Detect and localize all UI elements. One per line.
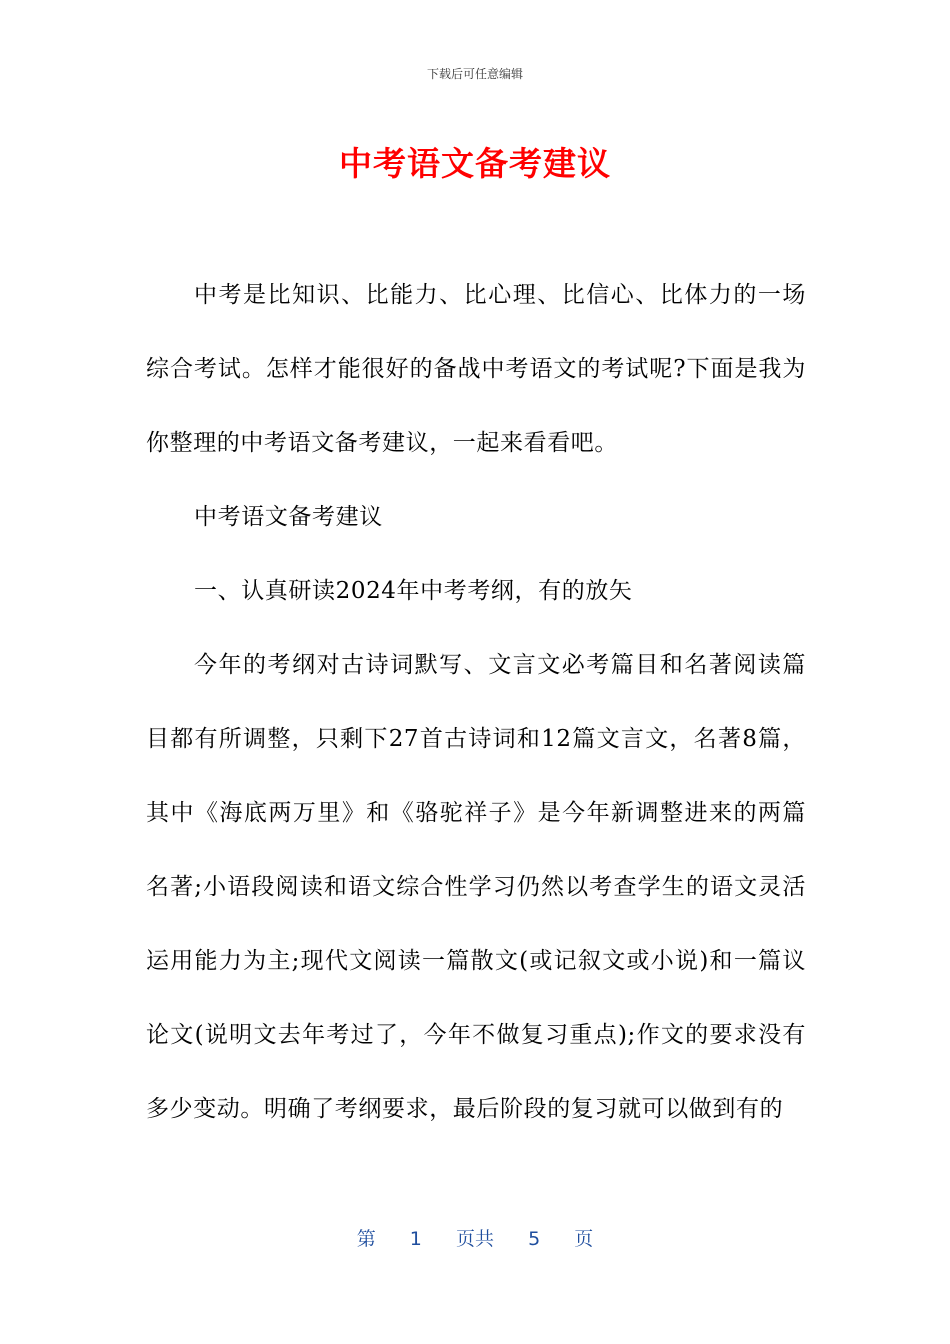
intro-paragraph: 中考是比知识、比能力、比心理、比信心、比体力的一场综合考试。怎样才能很好的备战中考语文的考试呢?下面是我为你整理的中考语文备考建议，一起来看看吧。	[146, 282, 806, 456]
footer-suffix: 页	[574, 1228, 594, 1250]
footer-prefix: 第	[356, 1228, 376, 1250]
document-title: 中考语文备考建议	[339, 144, 611, 183]
page-footer	[0, 1226, 950, 1252]
footer-middle: 页共	[455, 1228, 494, 1250]
document-body	[146, 258, 806, 1146]
subsection-heading: 一、认真研读2024年中考考纲，有的放矢	[194, 578, 633, 604]
body-paragraph: 今年的考纲对古诗词默写、文言文必考篇目和名著阅读篇目都有所调整，只剩下27首古诗词和12篇文言文，名著8篇，其中《海底两万里》和《骆驼祥子》是今年新调整进来的两篇名著;小语段阅读和语文综合性学习仍然以考查学生的语文灵活运用能力为主;现代文阅读一篇散文(或记叙文或小说)和一篇议论文(说明文去年考过了，今年不做复习重点);作文的要求没有多少变动。明确了考纲要求，最后阶段的复习就可以做到有的	[146, 652, 806, 1122]
section-heading: 中考语文备考建议	[194, 504, 383, 530]
footer-current-page: 1	[409, 1228, 422, 1250]
header-note: 下载后可任意编辑	[426, 67, 523, 81]
footer-total-pages: 5	[528, 1228, 541, 1250]
